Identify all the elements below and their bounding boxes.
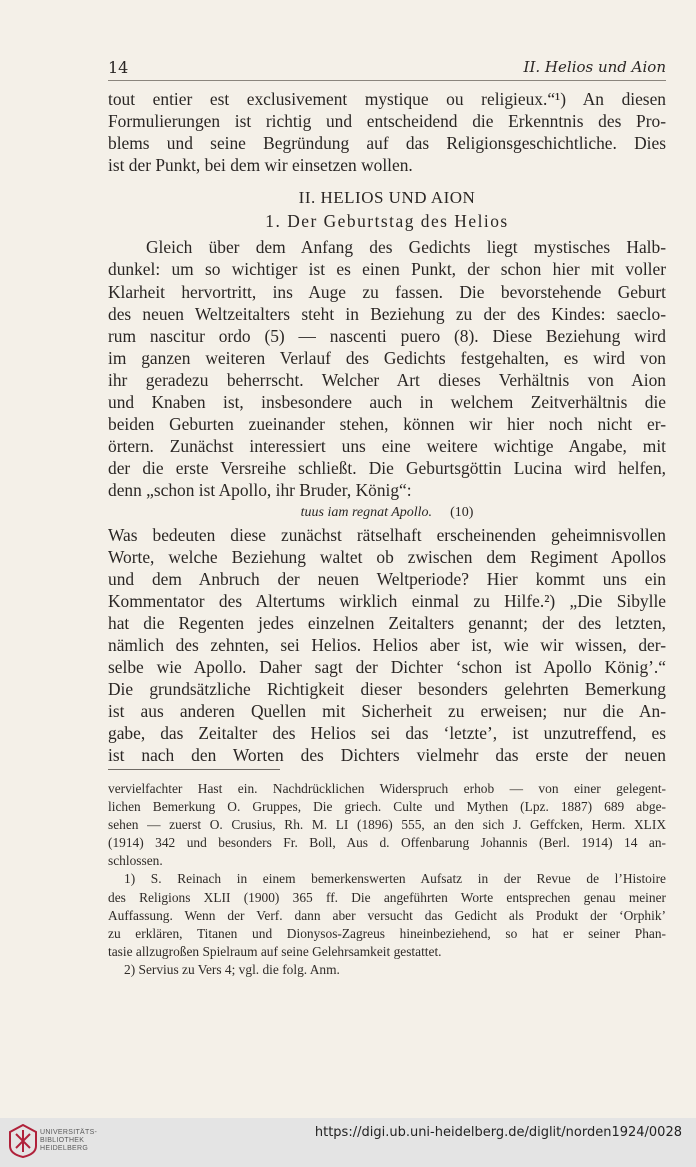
section-heading: II. HELIOS UND AION [298,188,476,208]
text-line: der die erste Versreihe schließt. Die Geburtsgöttin Lucina wird helfen, [108,458,666,479]
text-line: ist aus anderen Quellen mit Sicherheit zu erweisen; nur die An- [108,701,666,722]
text-line: Was bedeuten diese zunächst rätselhaft erscheinenden geheimnisvollen [108,524,666,545]
footnote-line: Auffassung. Wenn der Verf. dann aber versucht das Gedicht als Produkt der ‘Orphik’ [108,907,666,923]
footnote-rule [108,769,280,770]
text-line: gabe, das Zeitalter des Helios sei das ‘letzte’, ist unzutreffend, es [108,723,666,744]
footnote-line: 1) S. Reinach in einem bemerkenswerten Aufsatz in der Revue de l’Histoire [124,871,666,887]
text-line: Die grundsätzliche Richtigkeit dieser besonders gelehrten Bemerkung [108,679,666,700]
text-line: selbe wie Apollo. Daher sagt der Dichter ‘schon ist Apollo König’.“ [108,657,666,678]
footnote-line: zu erklären, Titanen und Dionysos-Zagreus hineinbeziehend, so hat er seiner Phan- [108,925,666,941]
quote-text: tuus iam regnat Apollo. [300,504,433,520]
text-line: örtern. Zunächst interessiert uns eine weitere wichtige Angabe, mit [108,436,666,457]
source-url-link[interactable]: https://digi.ub.uni-heidelberg.de/diglit/norden1924/0028 [314,1125,682,1140]
running-title: II. Helios und Aion [523,58,666,76]
text-line: tout entier est exclusivement mystique ou religieux.“¹) An diesen [108,89,666,109]
library-name-line: UNIVERSITÄTS- [40,1129,98,1136]
quote-ref: (10) [450,504,474,520]
text-line: nämlich des zehnten, sei Helios. Helios aber ist, wie wir wissen, der- [108,634,666,655]
text-line: denn „schon ist Apollo, ihr Bruder, König“: [108,480,412,501]
footnote-line: schlossen. [108,853,163,869]
text-line: Gleich über dem Anfang des Gedichts liegt mystisches Halb- [146,237,666,258]
text-line: des neuen Weltzeitalters steht in Beziehung zu der des Kindes: saeclo- [108,303,666,324]
text-line: und Knaben ist, insbesondere auch in welchem Zeitverhältnis die [108,392,666,413]
text-line: hat die Regenten jedes einzelnen Zeitalters genannt; der des letzten, [108,612,666,633]
ub-heidelberg-logo-icon[interactable] [8,1124,38,1158]
footnote-line: 2) Servius zu Vers 4; vgl. die folg. Anm. [124,961,340,977]
text-line: blems und seine Begründung auf das Religionsgeschichtliche. Dies [108,133,666,154]
text-line: rum nascitur ordo (5) — nascenti puero (8). Diese Beziehung wird [108,325,666,346]
verse-quote [108,502,666,524]
library-name-line: HEIDELBERG [40,1145,89,1152]
text-line: und dem Anbruch der neuen Weltperiode? Hier kommt uns ein [108,568,666,589]
text-line: Kommentator des Altertums wirklich einmal zu Hilfe.²) „Die Sibylle [108,590,666,611]
text-line: Klarheit hervortritt, ins Auge zu fassen. Die bevorstehende Geburt [108,281,666,302]
footnote-line: vervielfachter Hast ein. Nachdrücklichen Widerspruch erhob — von einer gelegent- [108,781,666,796]
text-line: dunkel: um so wichtiger ist es einen Punkt, der schon hier mit voller [108,259,666,280]
subheading: 1. Der Geburtstag des Helios [265,211,509,232]
text-line: beiden Geburten zueinander stehen, können wir hier noch nicht er- [108,414,666,435]
body-text [108,88,666,767]
page-number: 14 [108,58,129,77]
footnote-line: lichen Bemerkung O. Gruppes, Die griech. Culte und Mythen (Lpz. 1887) 689 abge- [108,799,666,815]
text-line: ist der Punkt, bei dem wir einsetzen wollen. [108,155,413,176]
footnote-line: tasie allzugroßen Spielraum auf seine Gelehrsamkeit gestattet. [108,943,442,959]
footnote-line: (1914) 342 und besonders Fr. Boll, Aus d. Offenbarung Johannis (Berl. 1914) 14 an- [108,835,666,851]
text-line: ist nach den Worten des Dichters vielmehr das erste der neuen [108,745,666,766]
text-line: im ganzen weiteren Verlauf des Gedichts festgehalten, es wird von [108,347,666,368]
footnote-line: des Religions XLII (1900) 365 ff. Die angeführten Worte entsprechen genau meiner [108,889,666,905]
text-line: ihr geradezu beherrscht. Welcher Art dieses Verhältnis von Aion [108,369,666,390]
library-name [40,1129,97,1153]
library-name-line: BIBLIOTHEK [40,1137,85,1144]
footnote-line: sehen — zuerst O. Crusius, Rh. M. LI (1896) 555, an den sich J. Geffcken, Herm. XLIX [108,817,666,833]
text-line: Formulierungen ist richtig und entscheidend die Erkenntnis des Pro- [108,111,666,132]
page-header [108,58,666,81]
footnotes [108,780,666,979]
text-line: Worte, welche Beziehung waltet ob zwischen dem Regiment Apollos [108,546,666,567]
